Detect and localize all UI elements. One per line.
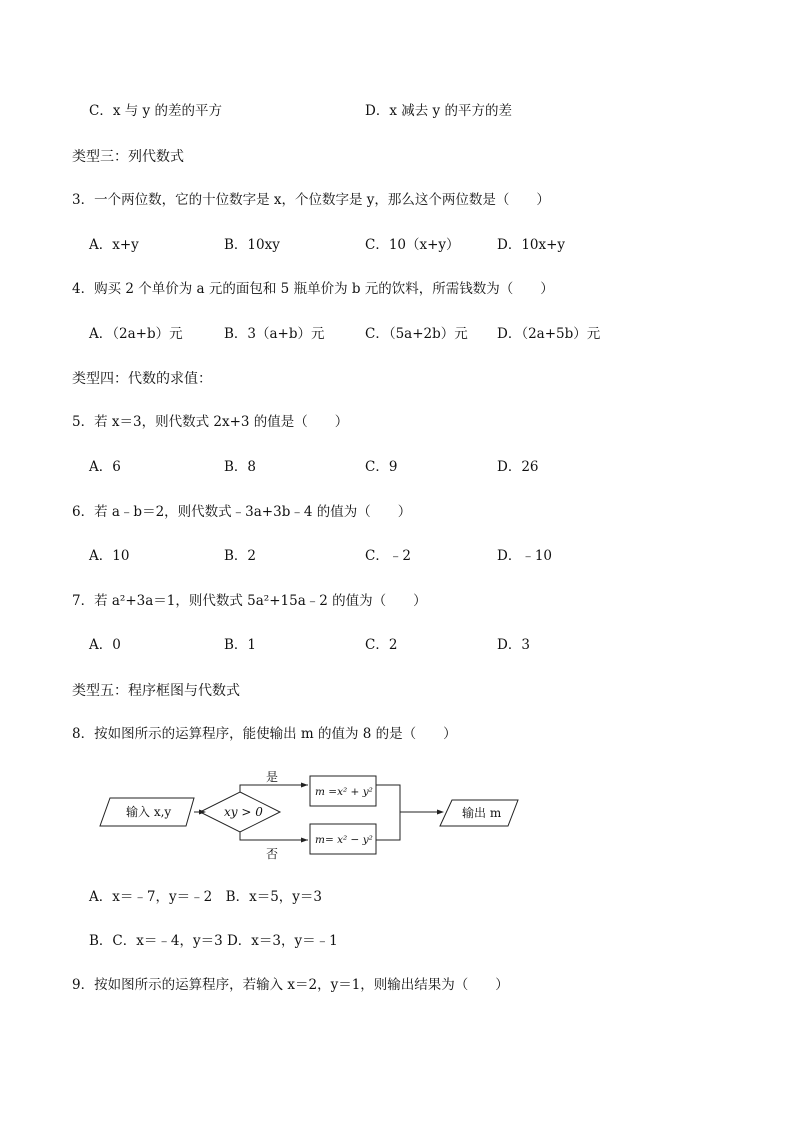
flow-formula-no: m= x² − y² (315, 834, 373, 846)
q4-option-b: B．3（a+b）元 (224, 326, 325, 342)
q3-stem: 3．一个两位数，它的十位数字是 x，个位数字是 y，那么这个两位数是（ ） (72, 192, 550, 208)
q4-option-a: A．（2a+b）元 (89, 326, 183, 342)
section-4-title: 类型四：代数的求值： (72, 371, 212, 387)
q7-option-d: D．3 (497, 637, 530, 653)
flow-input-label: 输入 x,y (126, 805, 172, 819)
q4-option-d: D．（2a+5b）元 (497, 326, 601, 342)
section-3-title: 类型三：列代数式 (72, 149, 184, 165)
q5-stem: 5．若 x＝3，则代数式 2x+3 的值是（ ） (72, 414, 349, 430)
q3-option-a: A．x+y (89, 237, 139, 253)
q8-stem: 8．按如图所示的运算程序，能使输出 m 的值为 8 的是（ ） (72, 726, 457, 742)
arrow-output-head (437, 810, 444, 815)
q7-option-c: C．2 (365, 637, 398, 653)
q7-option-a: A．0 (89, 637, 121, 653)
program-flowchart (96, 762, 526, 862)
flow-output-label: 输出 m (462, 806, 502, 820)
q6-stem: 6．若 a﹣b＝2，则代数式﹣3a+3b﹣4 的值为（ ） (72, 504, 412, 520)
q3-option-c: C．10（x+y） (365, 237, 460, 253)
section-5-title: 类型五：程序框图与代数式 (72, 683, 240, 699)
flow-condition-label: xy > 0 (224, 805, 263, 819)
flow-yes-label: 是 (266, 770, 279, 784)
arrow-yes-head (301, 783, 308, 788)
q6-option-d: D．﹣10 (497, 548, 553, 564)
q7-stem: 7．若 a²+3a＝1，则代数式 5a²+15a﹣2 的值为（ ） (72, 593, 427, 609)
q8-options-line-1: A．x＝﹣7，y＝﹣2 B．x＝5，y＝3 (89, 889, 323, 905)
q4-stem: 4．购买 2 个单价为 a 元的面包和 5 瓶单价为 b 元的饮料，所需钱数为（ ） (72, 281, 554, 297)
q2-option-d: D．x 减去 y 的平方的差 (365, 103, 512, 119)
arrow-no-head (301, 838, 308, 843)
q6-option-c: C．﹣2 (365, 548, 411, 564)
q6-option-b: B．2 (224, 548, 257, 564)
q9-stem: 9．按如图所示的运算程序，若输入 x＝2，y＝1，则输出结果为（ ） (72, 977, 509, 993)
q5-option-d: D．26 (497, 459, 539, 475)
q5-option-a: A．6 (89, 459, 121, 475)
q6-option-a: A．10 (89, 548, 130, 564)
q3-option-d: D．10x+y (497, 237, 566, 253)
q2-option-c: C．x 与 y 的差的平方 (89, 103, 222, 119)
q4-option-c: C．（5a+2b）元 (365, 326, 468, 342)
q3-option-b: B．10xy (224, 237, 280, 253)
q5-option-b: B．8 (224, 459, 257, 475)
flow-formula-yes: m =x² + y² (315, 786, 373, 798)
q8-options-line-2: B．C．x＝﹣4，y＝3 D．x＝3，y＝﹣1 (89, 933, 338, 949)
flow-no-label: 否 (266, 847, 279, 861)
q5-option-c: C．9 (365, 459, 398, 475)
q7-option-b: B．1 (224, 637, 257, 653)
